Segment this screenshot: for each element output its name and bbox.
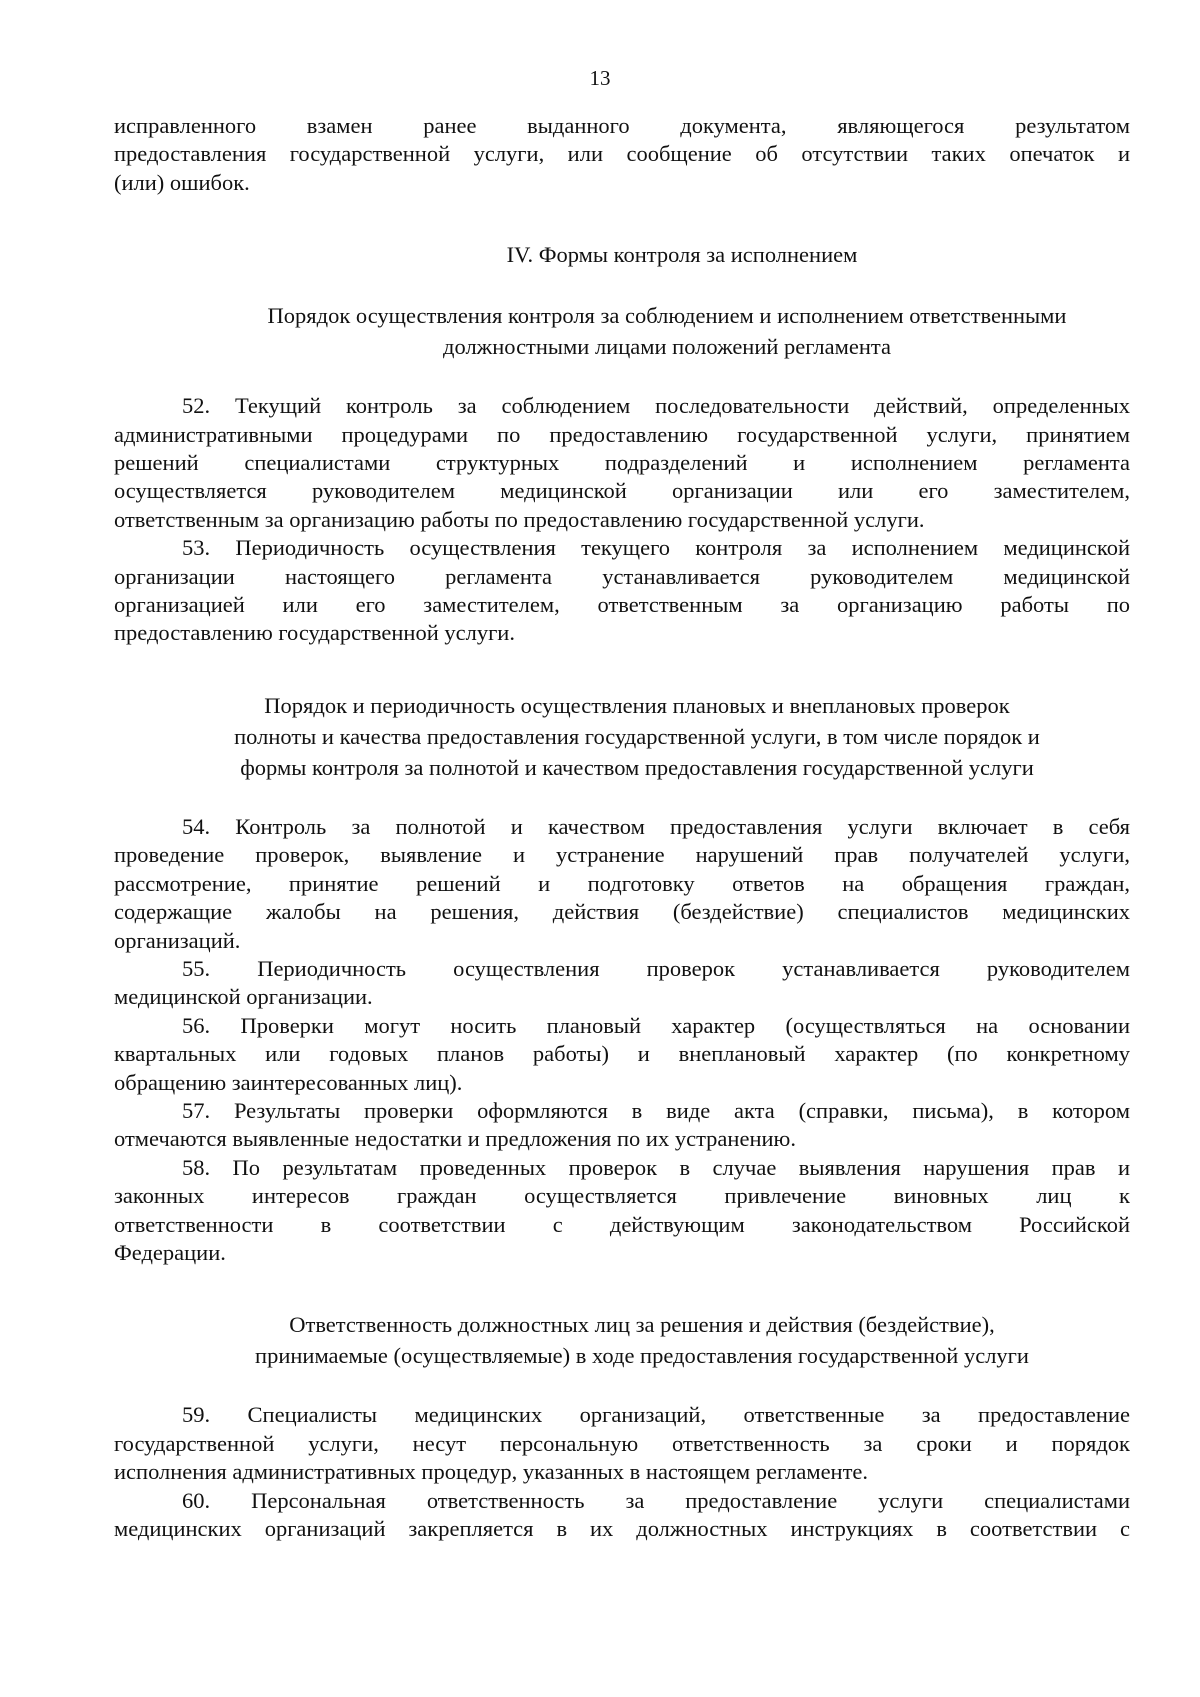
text-line: законных интересов граждан осуществляется привлечение виновных лиц к — [114, 1183, 1130, 1209]
text-line: медицинских организаций закрепляется в их должностных инструкциях в соответствии с — [114, 1516, 1130, 1541]
paragraph-58 — [114, 1154, 1130, 1268]
text-line: организацией или его заместителем, ответственным за организацию работы по — [114, 592, 1130, 618]
text-line: 54. Контроль за полнотой и качеством предоставления услуги включает в себя — [182, 813, 1130, 839]
paragraph-60 — [114, 1487, 1130, 1544]
paragraph-59 — [114, 1401, 1130, 1486]
text-line: исправленного взамен ранее выданного документа, являющегося результатом — [114, 113, 1130, 138]
text-line: медицинской организации. — [114, 984, 373, 1010]
text-line: организаций. — [114, 927, 241, 953]
document-body — [114, 112, 1130, 1543]
page-number: 13 — [589, 66, 611, 90]
paragraph-56 — [114, 1012, 1130, 1097]
heading-line: должностными лицами положений регламента — [443, 334, 891, 360]
text-line: административными процедурами по предоставлению государственной услуги, принятием — [114, 421, 1130, 447]
text-line: 57. Результаты проверки оформляются в виде акта (справки, письма), в котором — [182, 1097, 1130, 1123]
paragraph-55 — [114, 955, 1130, 1012]
text-line: 58. По результатам проведенных проверок в случае выявления нарушения прав и — [182, 1154, 1130, 1180]
text-line: (или) ошибок. — [114, 169, 250, 195]
text-line: организации настоящего регламента устанавливается руководителем медицинской — [114, 563, 1130, 589]
text-line: предоставления государственной услуги, или сообщение об отсутствии таких опечаток и — [114, 141, 1130, 167]
heading-line: принимаемые (осуществляемые) в ходе предоставления государственной услуги — [255, 1343, 1029, 1369]
text-line: предоставлению государственной услуги. — [114, 620, 515, 646]
text-line: исполнения административных процедур, указанных в настоящем регламенте. — [114, 1459, 869, 1485]
heading-line: формы контроля за полнотой и качеством предоставления государственной услуги — [240, 754, 1034, 780]
heading-line: Порядок осуществления контроля за соблюдением и исполнением ответственными — [267, 303, 1067, 329]
subsection-1-title — [114, 300, 1130, 362]
heading-line: полноты и качества предоставления государственной услуги, в том числе порядок и — [234, 723, 1040, 749]
paragraph-53 — [114, 534, 1130, 648]
subsection-3-title — [114, 1309, 1130, 1371]
text-line: квартальных или годовых планов работы) и внеплановый характер (по конкретному — [114, 1041, 1130, 1067]
intro-paragraph — [114, 112, 1130, 197]
text-line: проведение проверок, выявление и устранение нарушений прав получателей услуги, — [114, 842, 1130, 868]
text-line: рассмотрение, принятие решений и подготовку ответов на обращения граждан, — [114, 870, 1130, 896]
text-line: ответственности в соответствии с действующим законодательством Российской — [114, 1211, 1130, 1237]
paragraph-57 — [114, 1097, 1130, 1154]
text-line: решений специалистами структурных подразделений и исполнением регламента — [114, 450, 1130, 476]
text-line: 59. Специалисты медицинских организаций, ответственные за предоставление — [182, 1402, 1130, 1428]
section-title: IV. Формы контроля за исполнением — [506, 242, 858, 268]
text-line: государственной услуги, несут персональную ответственность за сроки и порядок — [114, 1430, 1130, 1456]
subsection-2-title — [114, 690, 1130, 783]
text-line: содержащие жалобы на решения, действия (бездействие) специалистов медицинских — [114, 899, 1130, 925]
text-line: обращению заинтересованных лиц). — [114, 1069, 463, 1095]
text-line: 60. Персональная ответственность за предоставление услуги специалистами — [182, 1487, 1130, 1513]
text-line: осуществляется руководителем медицинской организации или его заместителем, — [114, 478, 1130, 504]
heading-line: Ответственность должностных лиц за решения и действия (бездействие), — [289, 1312, 995, 1338]
paragraph-52 — [114, 392, 1130, 534]
text-line: 53. Периодичность осуществления текущего контроля за исполнением медицинской — [182, 535, 1130, 561]
text-line: ответственным за организацию работы по предоставлению государственной услуги. — [114, 506, 925, 532]
text-line: отмечаются выявленные недостатки и предложения по их устранению. — [114, 1126, 796, 1152]
text-line: Федерации. — [114, 1239, 226, 1265]
heading-line: Порядок и периодичность осуществления плановых и внеплановых проверок — [264, 692, 1010, 718]
text-line: 52. Текущий контроль за соблюдением последовательности действий, определенных — [182, 393, 1130, 419]
paragraph-54 — [114, 813, 1130, 955]
text-line: 56. Проверки могут носить плановый характер (осуществляться на основании — [182, 1012, 1130, 1038]
text-line: 55. Периодичность осуществления проверок устанавливается руководителем — [182, 955, 1130, 981]
